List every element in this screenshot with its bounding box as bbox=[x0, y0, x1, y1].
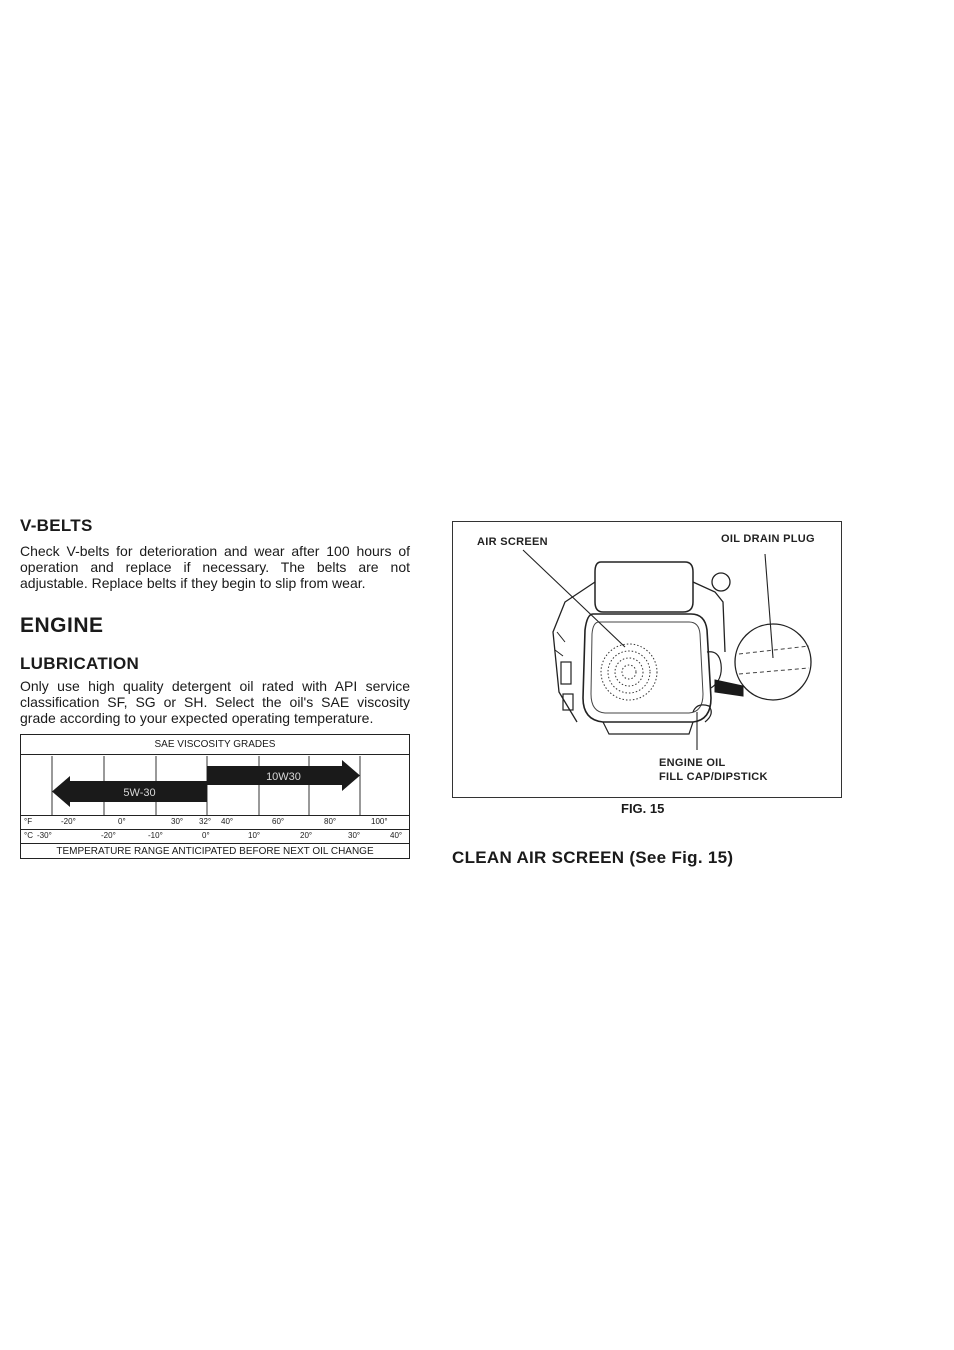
figure-caption: FIG. 15 bbox=[621, 801, 665, 816]
celsius-tick: -30° bbox=[37, 831, 52, 840]
celsius-tick: 30° bbox=[348, 831, 361, 840]
celsius-tick: 20° bbox=[300, 831, 313, 840]
lubrication-paragraph: Only use high quality detergent oil rated with API service classification SF, SG or SH. Select the oil's SAE viscosity grade according to your expected operating temperature. bbox=[20, 678, 410, 726]
engine-oil-label: ENGINE OIL bbox=[659, 757, 726, 769]
clean-air-screen-heading: CLEAN AIR SCREEN (See Fig. 15) bbox=[452, 848, 734, 867]
lubrication-body bbox=[20, 678, 410, 726]
celsius-unit: °C bbox=[24, 831, 33, 840]
celsius-tick: 40° bbox=[390, 831, 403, 840]
oil-drain-plug-label: OIL DRAIN PLUG bbox=[721, 533, 815, 545]
grade-label-5w30: 5W-30 bbox=[123, 787, 156, 799]
viscosity-chart-footer: TEMPERATURE RANGE ANTICIPATED BEFORE NEXT OIL CHANGE bbox=[21, 843, 409, 859]
fill-cap-dipstick-label: FILL CAP/DIPSTICK bbox=[659, 771, 768, 783]
engine-drawing bbox=[453, 522, 841, 797]
air-screen-label: AIR SCREEN bbox=[477, 536, 548, 548]
vbelts-body bbox=[20, 543, 410, 591]
fahrenheit-tick: 60° bbox=[272, 817, 285, 826]
grade-label-10w30: 10W30 bbox=[266, 771, 301, 783]
vbelts-paragraph: Check V-belts for deterioration and wear after 100 hours of operation and replace if necessary. The belts are not adjustable. Replace belts if they begin to slip from wear. bbox=[20, 543, 410, 591]
fahrenheit-tick: 30° bbox=[171, 817, 184, 826]
viscosity-bars bbox=[21, 754, 409, 816]
fahrenheit-tick: 100° bbox=[371, 817, 388, 826]
viscosity-chart-title: SAE VISCOSITY GRADES bbox=[21, 735, 409, 755]
vbelts-heading: V-BELTS bbox=[20, 516, 93, 535]
viscosity-chart bbox=[20, 734, 410, 859]
fahrenheit-tick: 32° bbox=[199, 817, 212, 826]
engine-heading: ENGINE bbox=[20, 614, 104, 637]
fahrenheit-tick: 40° bbox=[221, 817, 234, 826]
lubrication-heading: LUBRICATION bbox=[20, 654, 140, 673]
fahrenheit-tick: 0° bbox=[118, 817, 126, 826]
fahrenheit-tick: 80° bbox=[324, 817, 337, 826]
fahrenheit-unit: °F bbox=[24, 817, 33, 826]
celsius-tick: -20° bbox=[101, 831, 116, 840]
celsius-tick: 0° bbox=[202, 831, 210, 840]
viscosity-bars-svg bbox=[21, 754, 409, 816]
engine-figure bbox=[452, 521, 842, 798]
fahrenheit-row bbox=[21, 815, 409, 830]
celsius-tick: -10° bbox=[148, 831, 163, 840]
celsius-tick: 10° bbox=[248, 831, 261, 840]
celsius-row bbox=[21, 829, 409, 844]
fahrenheit-tick: -20° bbox=[61, 817, 76, 826]
